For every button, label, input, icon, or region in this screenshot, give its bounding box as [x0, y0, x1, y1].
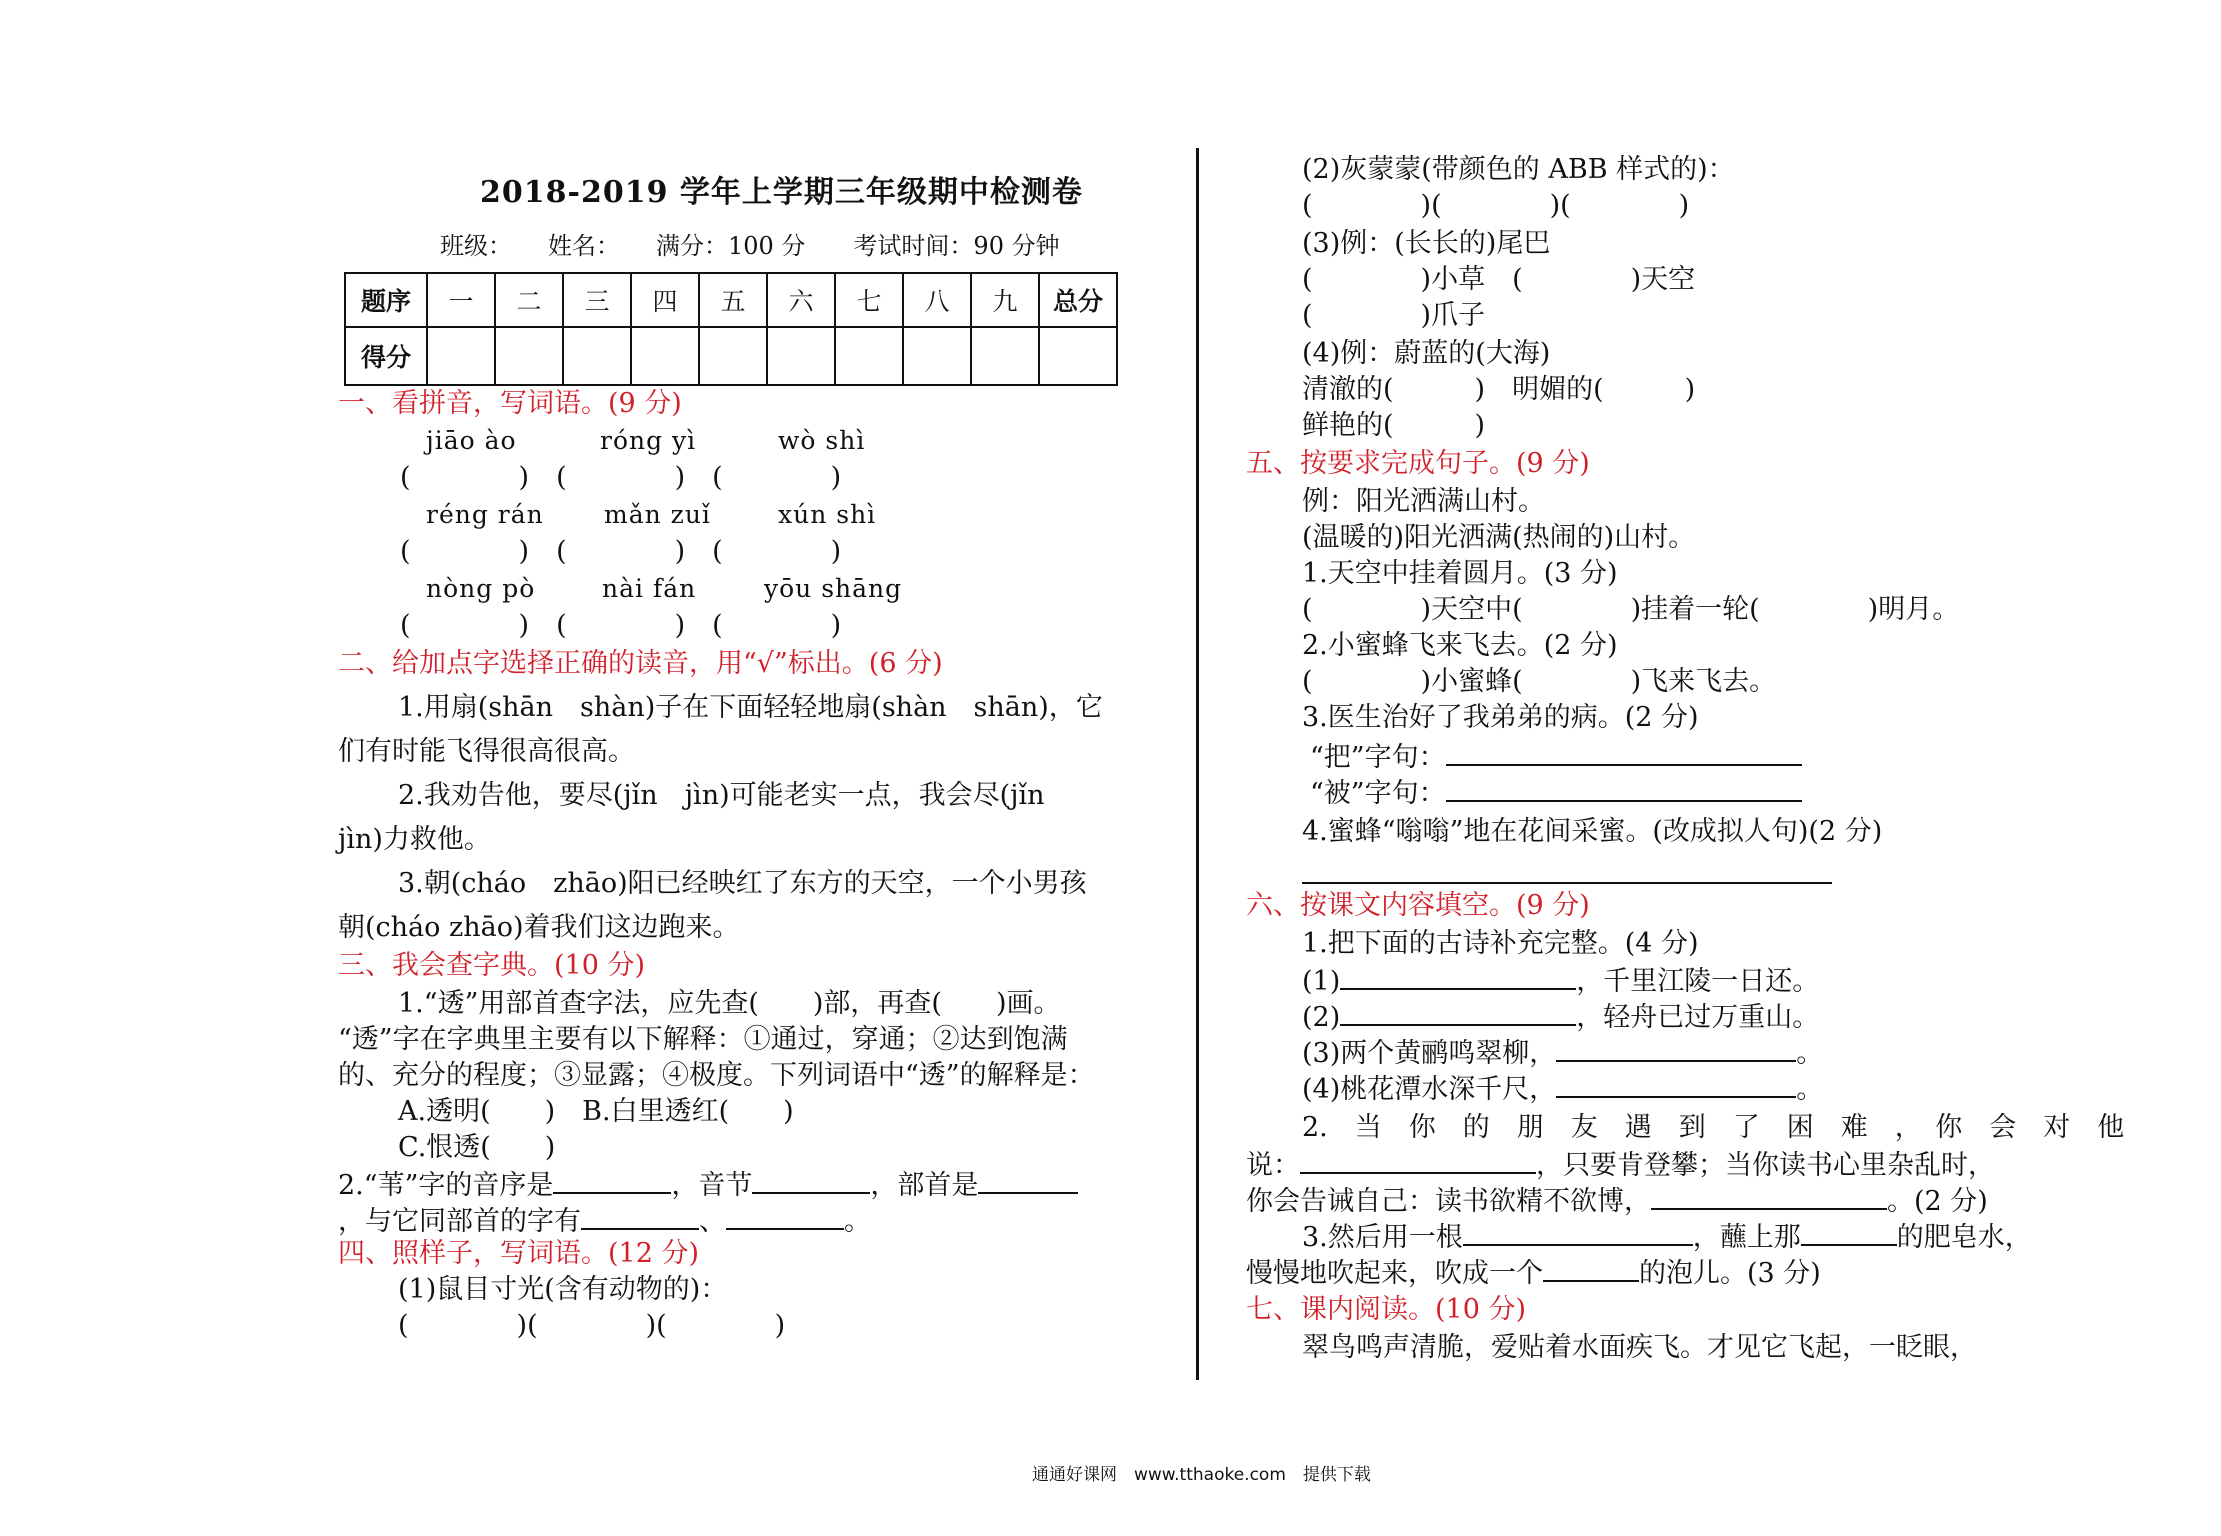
question-line	[1310, 738, 1802, 776]
answer-brackets[interactable]: ( )( )( )	[398, 1310, 786, 1341]
answer-brackets[interactable]: ( ) ( ) ( )	[400, 536, 842, 567]
question-text: 。	[1796, 1038, 1824, 1069]
score-table-score-row	[345, 327, 1117, 385]
section-4-heading: 四、照样子，写词语。(12 分)	[338, 1238, 700, 1269]
pinyin: xún shì	[778, 500, 877, 529]
question-text: 。(2 分)	[1887, 1186, 1988, 1217]
score-table-cell: 总分	[1039, 273, 1117, 327]
answer-blank[interactable]	[1302, 882, 1832, 884]
pinyin: yōu shāng	[764, 574, 903, 603]
question-line	[338, 1166, 1078, 1204]
pinyin: róng yì	[600, 426, 697, 455]
question-text: 1.把下面的古诗补充完整。(4 分)	[1302, 928, 1699, 959]
pinyin: mǎn zuǐ	[604, 500, 711, 529]
section-6-heading: 六、按课文内容填空。(9 分)	[1246, 890, 1590, 921]
score-table-cell: 四	[631, 273, 699, 327]
score-table-cell: 二	[495, 273, 563, 327]
question-line	[1246, 1254, 1821, 1292]
question-text: (4)例：蔚蓝的(大海)	[1302, 338, 1551, 369]
question-text: (2)	[1302, 1002, 1341, 1033]
score-table-cell: 九	[971, 273, 1039, 327]
column-divider	[1196, 148, 1199, 1380]
answer-brackets[interactable]: ( )小草 ( )天空	[1302, 264, 1696, 295]
question-text: 朝(cháo zhāo)着我们这边跑来。	[338, 912, 740, 943]
score-input-cell[interactable]	[631, 327, 699, 385]
question-text: 们有时能飞得很高很高。	[338, 736, 635, 767]
question-text: 的、充分的程度；③显露；④极度。下列词语中“透”的解释是：	[338, 1060, 1095, 1091]
question-text: (4)桃花潭水深千尺，	[1302, 1074, 1557, 1105]
question-line	[338, 1202, 871, 1240]
answer-brackets[interactable]: 清澈的( ) 明媚的( )	[1302, 374, 1696, 405]
question-text: 1.“透”用部首查字法，应先查( )部，再查( )画。	[398, 988, 1061, 1019]
question-text: ，音节	[671, 1170, 753, 1201]
answer-blank[interactable]	[1446, 774, 1802, 802]
pinyin: wò shì	[778, 426, 866, 455]
question-text: 2.“苇”字的音序是	[338, 1170, 554, 1201]
answer-blank[interactable]	[1340, 998, 1576, 1026]
page-title: 2018-2019 学年上学期三年级期中检测卷	[480, 175, 1083, 210]
question-line	[1302, 1218, 2032, 1256]
question-line	[1302, 1034, 1823, 1072]
section-2-heading: 二、给加点字选择正确的读音，用“√”标出。(6 分)	[338, 648, 943, 679]
answer-blank[interactable]	[1801, 1218, 1897, 1246]
answer-brackets[interactable]: ( ) ( ) ( )	[400, 462, 842, 493]
question-text: 2. 当 你 的 朋 友 遇 到 了 困 难 ， 你 会 对 他	[1302, 1112, 2125, 1143]
answer-blank[interactable]	[553, 1166, 671, 1194]
question-text: (3)两个黄鹂鸣翠柳，	[1302, 1038, 1557, 1069]
score-input-cell[interactable]	[903, 327, 971, 385]
answer-brackets[interactable]: ( )天空中( )挂着一轮( )明月。	[1302, 594, 1960, 625]
reading-text: 翠鸟鸣声清脆，爱贴着水面疾飞。才见它飞起，一眨眼，	[1302, 1332, 1977, 1363]
answer-blank[interactable]	[752, 1166, 870, 1194]
pinyin: nòng pò	[426, 574, 536, 603]
score-table-cell: 三	[563, 273, 631, 327]
question-text: 慢慢地吹起来，吹成一个	[1246, 1258, 1543, 1289]
question-text: ，轻舟已过万重山。	[1576, 1002, 1820, 1033]
answer-blank[interactable]	[726, 1202, 844, 1230]
score-table	[344, 272, 1118, 386]
question-line	[1302, 962, 1819, 1000]
answer-blank[interactable]	[1651, 1182, 1887, 1210]
answer-blank[interactable]	[1556, 1070, 1796, 1098]
score-table-cell: 一	[427, 273, 495, 327]
answer-blank[interactable]	[1556, 1034, 1796, 1062]
example-text: 例：阳光洒满山村。	[1302, 486, 1545, 517]
question-text: ，与它同部首的字有	[338, 1206, 581, 1237]
score-table-header-row	[345, 273, 1117, 327]
question-text: “被”字句：	[1310, 778, 1446, 809]
question-text: C.恨透( )	[398, 1132, 556, 1163]
score-table-cell: 七	[835, 273, 903, 327]
question-text: 3.然后用一根	[1302, 1222, 1463, 1253]
score-input-cell[interactable]	[767, 327, 835, 385]
score-input-cell[interactable]	[495, 327, 563, 385]
section-3-heading: 三、我会查字典。(10 分)	[338, 950, 646, 981]
question-text: (1)鼠目寸光(含有动物的)：	[398, 1274, 728, 1305]
section-5-heading: 五、按要求完成句子。(9 分)	[1246, 448, 1590, 479]
question-line	[1310, 774, 1802, 812]
score-table-cell: 题序	[345, 273, 427, 327]
question-text: 2.小蜜蜂飞来飞去。(2 分)	[1302, 630, 1618, 661]
question-text: 的泡儿。(3 分)	[1639, 1258, 1821, 1289]
example-text: (温暖的)阳光洒满(热闹的)山村。	[1302, 522, 1696, 553]
question-text: jìn)力救他。	[338, 824, 491, 855]
question-text: 2.我劝告他，要尽(jǐn jìn)可能老实一点，我会尽(jǐn	[398, 780, 1045, 811]
question-text: (1)	[1302, 966, 1341, 997]
score-input-cell[interactable]	[1039, 327, 1117, 385]
score-input-cell[interactable]	[971, 327, 1039, 385]
question-text: ，千里江陵一日还。	[1576, 966, 1820, 997]
question-text: A.透明( ) B.白里透红( )	[398, 1096, 794, 1127]
question-text: ，只要肯登攀；当你读书心里杂乱时，	[1536, 1150, 1995, 1181]
answer-blank[interactable]	[1300, 1146, 1536, 1174]
pinyin: nài fán	[602, 574, 697, 603]
answer-blank[interactable]	[978, 1166, 1078, 1194]
answer-brackets[interactable]: 鲜艳的( )	[1302, 410, 1486, 441]
pinyin: jiāo ào	[426, 426, 517, 455]
score-input-cell[interactable]	[699, 327, 767, 385]
question-text: 。	[1796, 1074, 1824, 1105]
score-table-cell: 得分	[345, 327, 427, 385]
score-input-cell[interactable]	[563, 327, 631, 385]
question-text: 。	[844, 1206, 871, 1237]
question-text: “透”字在字典里主要有以下解释：①通过，穿通；②达到饱满	[338, 1024, 1068, 1055]
question-text: 的肥皂水，	[1896, 1222, 2032, 1253]
question-text: 1.天空中挂着圆月。(3 分)	[1302, 558, 1618, 589]
exam-info: 班级： 姓名： 满分：100 分 考试时间：90 分钟	[440, 232, 1060, 260]
answer-brackets[interactable]: ( )( )( )	[1302, 190, 1690, 221]
question-line	[1302, 1070, 1823, 1108]
score-table-cell: 八	[903, 273, 971, 327]
score-table-cell: 六	[767, 273, 835, 327]
page-footer: 通通好课网 www.tthaoke.com 提供下载	[1032, 1465, 1371, 1485]
question-text: 、	[699, 1206, 726, 1237]
question-text: “把”字句：	[1310, 742, 1446, 773]
question-text: (3)例：(长长的)尾巴	[1302, 228, 1551, 259]
answer-blank[interactable]	[1340, 962, 1576, 990]
question-text: 说：	[1246, 1150, 1300, 1181]
score-input-cell[interactable]	[427, 327, 495, 385]
question-line	[1302, 998, 1819, 1036]
question-text: ，部首是	[870, 1170, 979, 1201]
question-line	[1246, 1146, 1995, 1184]
answer-blank[interactable]	[1463, 1218, 1693, 1246]
answer-blank[interactable]	[1543, 1254, 1639, 1282]
answer-blank[interactable]	[581, 1202, 699, 1230]
question-line	[1246, 1182, 1988, 1220]
question-text: 3.医生治好了我弟弟的病。(2 分)	[1302, 702, 1699, 733]
question-text: 3.朝(cháo zhāo)阳已经映红了东方的天空，一个小男孩	[398, 868, 1087, 899]
answer-brackets[interactable]: ( )小蜜蜂( )飞来飞去。	[1302, 666, 1777, 697]
answer-brackets[interactable]: ( ) ( ) ( )	[400, 610, 842, 641]
score-input-cell[interactable]	[835, 327, 903, 385]
question-text: 4.蜜蜂“嗡嗡”地在花间采蜜。(改成拟人句)(2 分)	[1302, 816, 1883, 847]
answer-blank[interactable]	[1446, 738, 1802, 766]
pinyin: réng rán	[426, 500, 544, 529]
section-1-heading: 一、看拼音，写词语。(9 分)	[338, 388, 682, 419]
question-text: 你会告诫自己：读书欲精不欲博，	[1246, 1186, 1651, 1217]
answer-brackets[interactable]: ( )爪子	[1302, 300, 1486, 331]
question-text: 1.用扇(shān shàn)子在下面轻轻地扇(shàn shān)，它	[398, 692, 1103, 723]
question-text: (2)灰蒙蒙(带颜色的 ABB 样式的)：	[1302, 154, 1735, 185]
score-table-cell: 五	[699, 273, 767, 327]
section-7-heading: 七、课内阅读。(10 分)	[1246, 1294, 1527, 1325]
question-text: ，蘸上那	[1692, 1222, 1801, 1253]
